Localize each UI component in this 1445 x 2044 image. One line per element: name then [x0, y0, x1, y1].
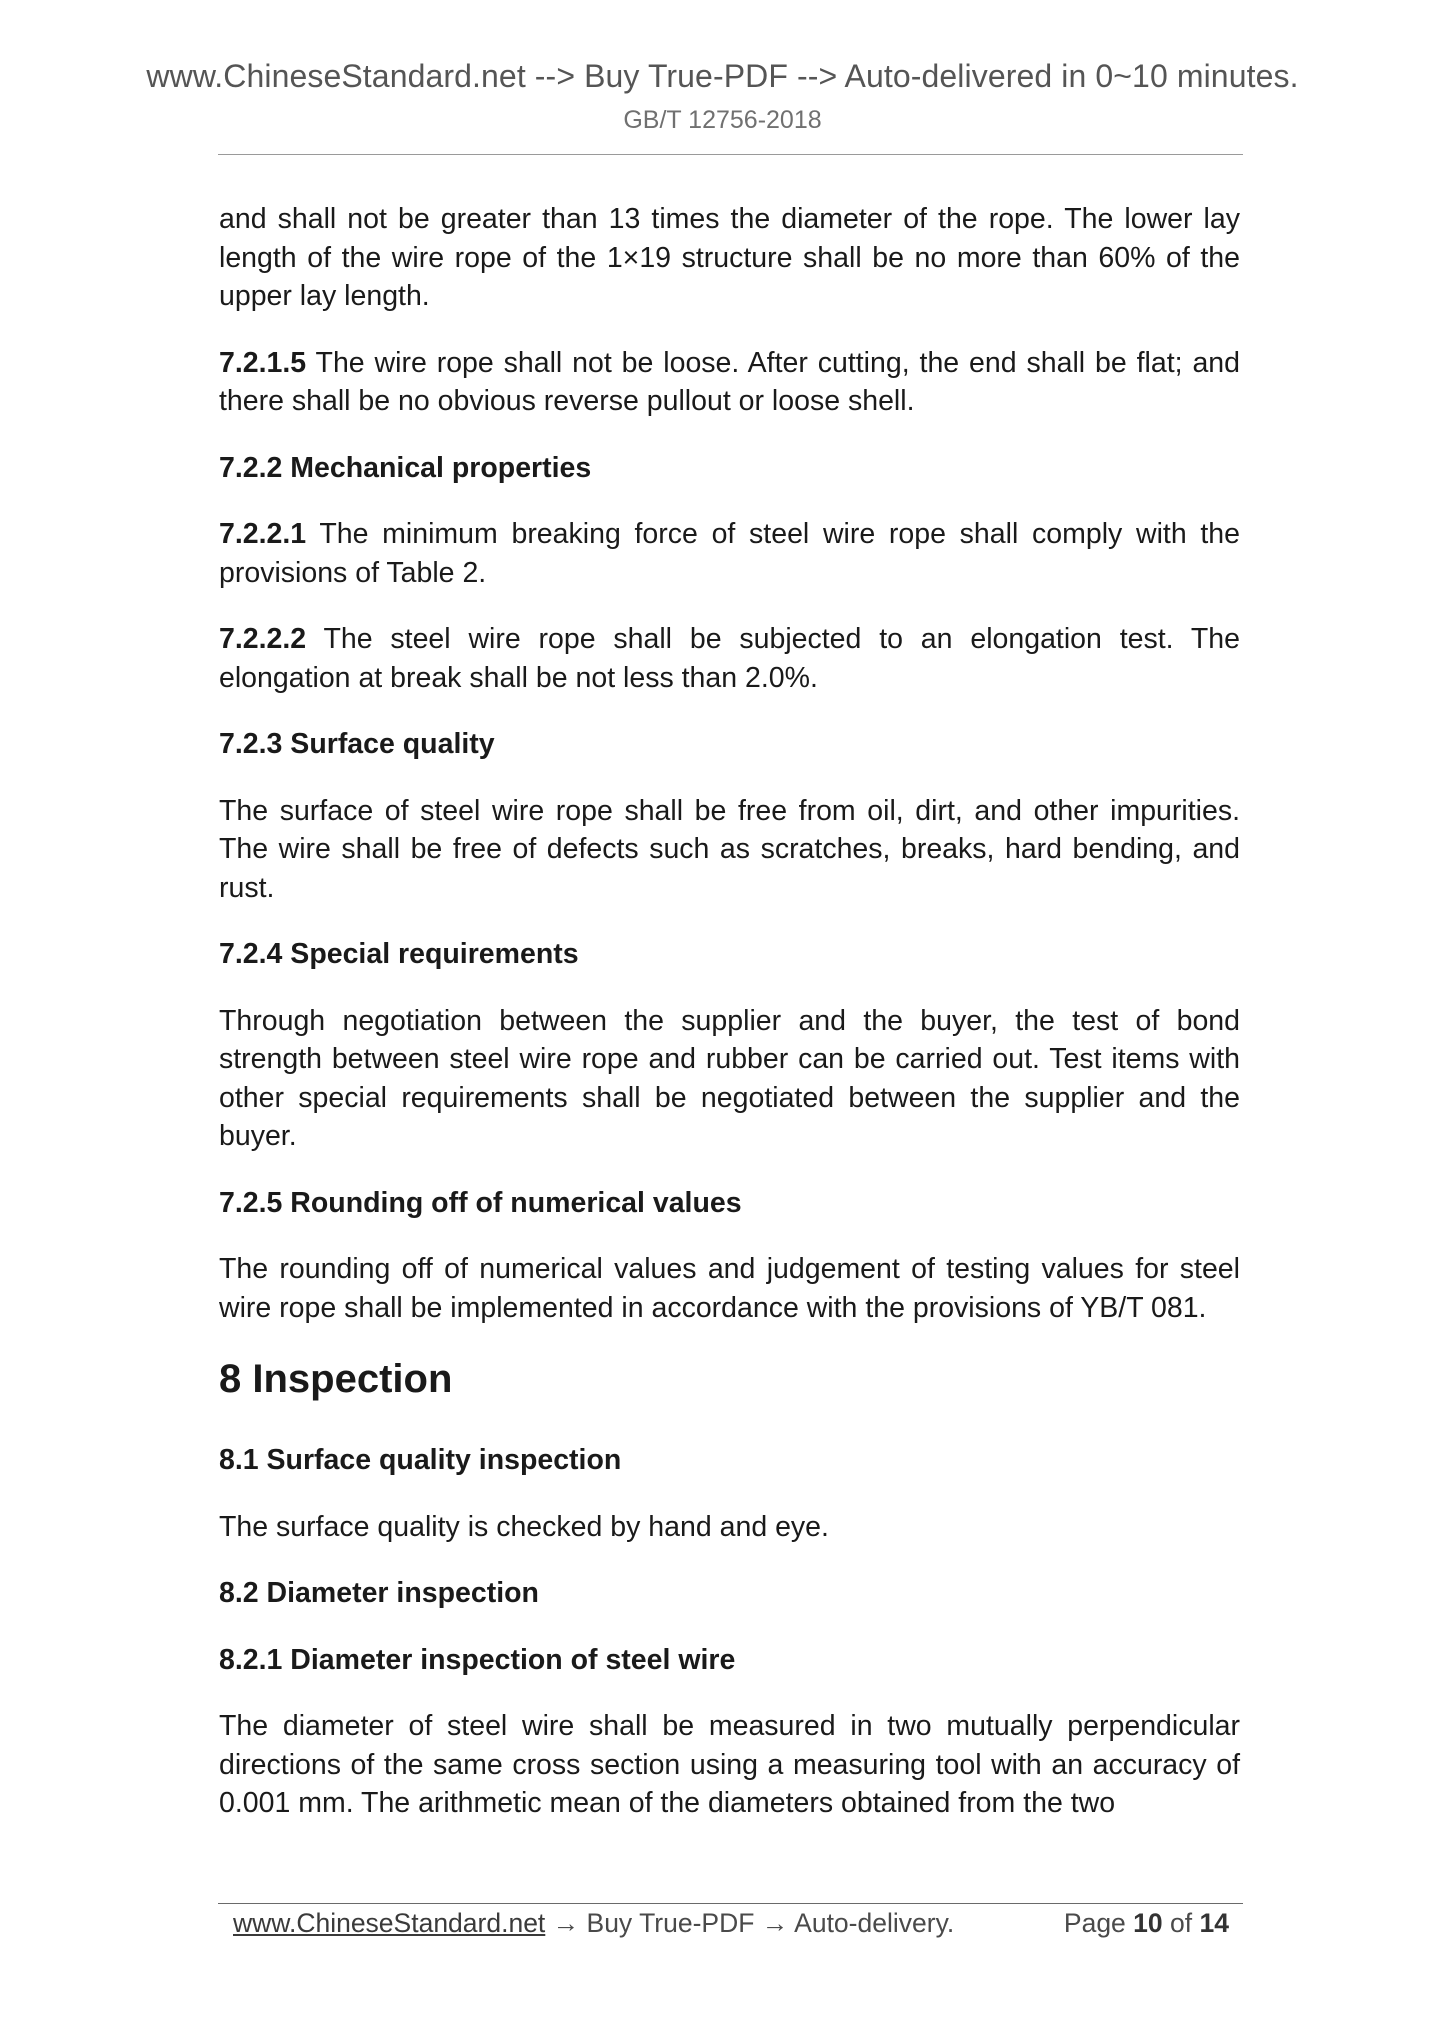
clause-7-2-2-1: [219, 515, 1240, 592]
heading-7-2-2: 7.2.2 Mechanical properties: [219, 451, 592, 484]
page-label: Page: [1063, 1908, 1126, 1938]
clause-number: 7.2.2.1: [219, 518, 307, 550]
heading-8-2: 8.2 Diameter inspection: [219, 1577, 539, 1609]
of-label: of: [1170, 1908, 1193, 1938]
footer-site-link[interactable]: www.ChineseStandard.net: [233, 1908, 546, 1938]
document-body: [219, 200, 1240, 1851]
clause-number: 7.2.2.2: [219, 623, 307, 655]
heading-8-2-1: 8.2.1 Diameter inspection of steel wire: [219, 1643, 736, 1676]
heading-8-1: 8.1 Surface quality inspection: [219, 1444, 622, 1476]
site-banner: www.ChineseStandard.net --> Buy True-PDF --> Auto-delivered in 0~10 minutes.: [146, 58, 1299, 94]
clause-text: The steel wire rope shall be subjected to an elongation test. The elongation at break shall be not less than 2.0%.: [219, 623, 1240, 694]
footer-text: → Buy True-PDF → Auto-delivery.: [545, 1908, 955, 1938]
heading-8: 8 Inspection: [219, 1357, 453, 1401]
heading-7-2-3: 7.2.3 Surface quality: [219, 728, 495, 760]
total-pages: 14: [1199, 1908, 1229, 1938]
clause-7-2-2-2: [219, 620, 1240, 697]
header-divider: [218, 154, 1243, 155]
footer-divider: [218, 1903, 1243, 1904]
page-indicator: [1064, 1908, 1229, 1939]
intro-paragraph: and shall not be greater than 13 times the diameter of the rope. The lower lay length of the wire rope of the 1×19 structure shall be no more than 60% of the upper lay length.: [219, 203, 1240, 312]
clause-number: 7.2.1.5: [219, 346, 307, 379]
paragraph-8-1: The surface quality is checked by hand and eye.: [219, 1510, 829, 1543]
clause-text: The wire rope shall not be loose. After cutting, the end shall be flat; and there shall be no obvious reverse pullout or loose shell.: [219, 346, 1240, 417]
paragraph-7-2-3: The surface of steel wire rope shall be free from oil, dirt, and other impurities. The wire shall be free of defects such as scratches, breaks, hard bending, and rust.: [219, 794, 1240, 904]
heading-7-2-5: 7.2.5 Rounding off of numerical values: [219, 1186, 742, 1219]
clause-7-2-1-5: [219, 344, 1240, 421]
heading-7-2-4: 7.2.4 Special requirements: [219, 938, 579, 970]
page-number: 10: [1133, 1908, 1163, 1938]
paragraph-8-2-1: The diameter of steel wire shall be measured in two mutually perpendicular directions of the same cross section using a measuring tool with an accuracy of 0.001 mm. The arithmetic mean of the diameters obtained from the two: [219, 1710, 1240, 1819]
clause-text: The minimum breaking force of steel wire rope shall comply with the provisions of Table 2.: [219, 518, 1240, 589]
page-footer: [233, 1908, 1233, 1939]
paragraph-7-2-4: Through negotiation between the supplier and the buyer, the test of bond strength between steel wire rope and rubber can be carried out. Test items with other special requirements shall be negotiated between the supplier and the buyer.: [219, 1004, 1240, 1152]
standard-code: GB/T 12756-2018: [623, 106, 822, 134]
paragraph-7-2-5: The rounding off of numerical values and judgement of testing values for steel wire rope shall be implemented in accordance with the provisions of YB/T 081.: [219, 1253, 1240, 1324]
